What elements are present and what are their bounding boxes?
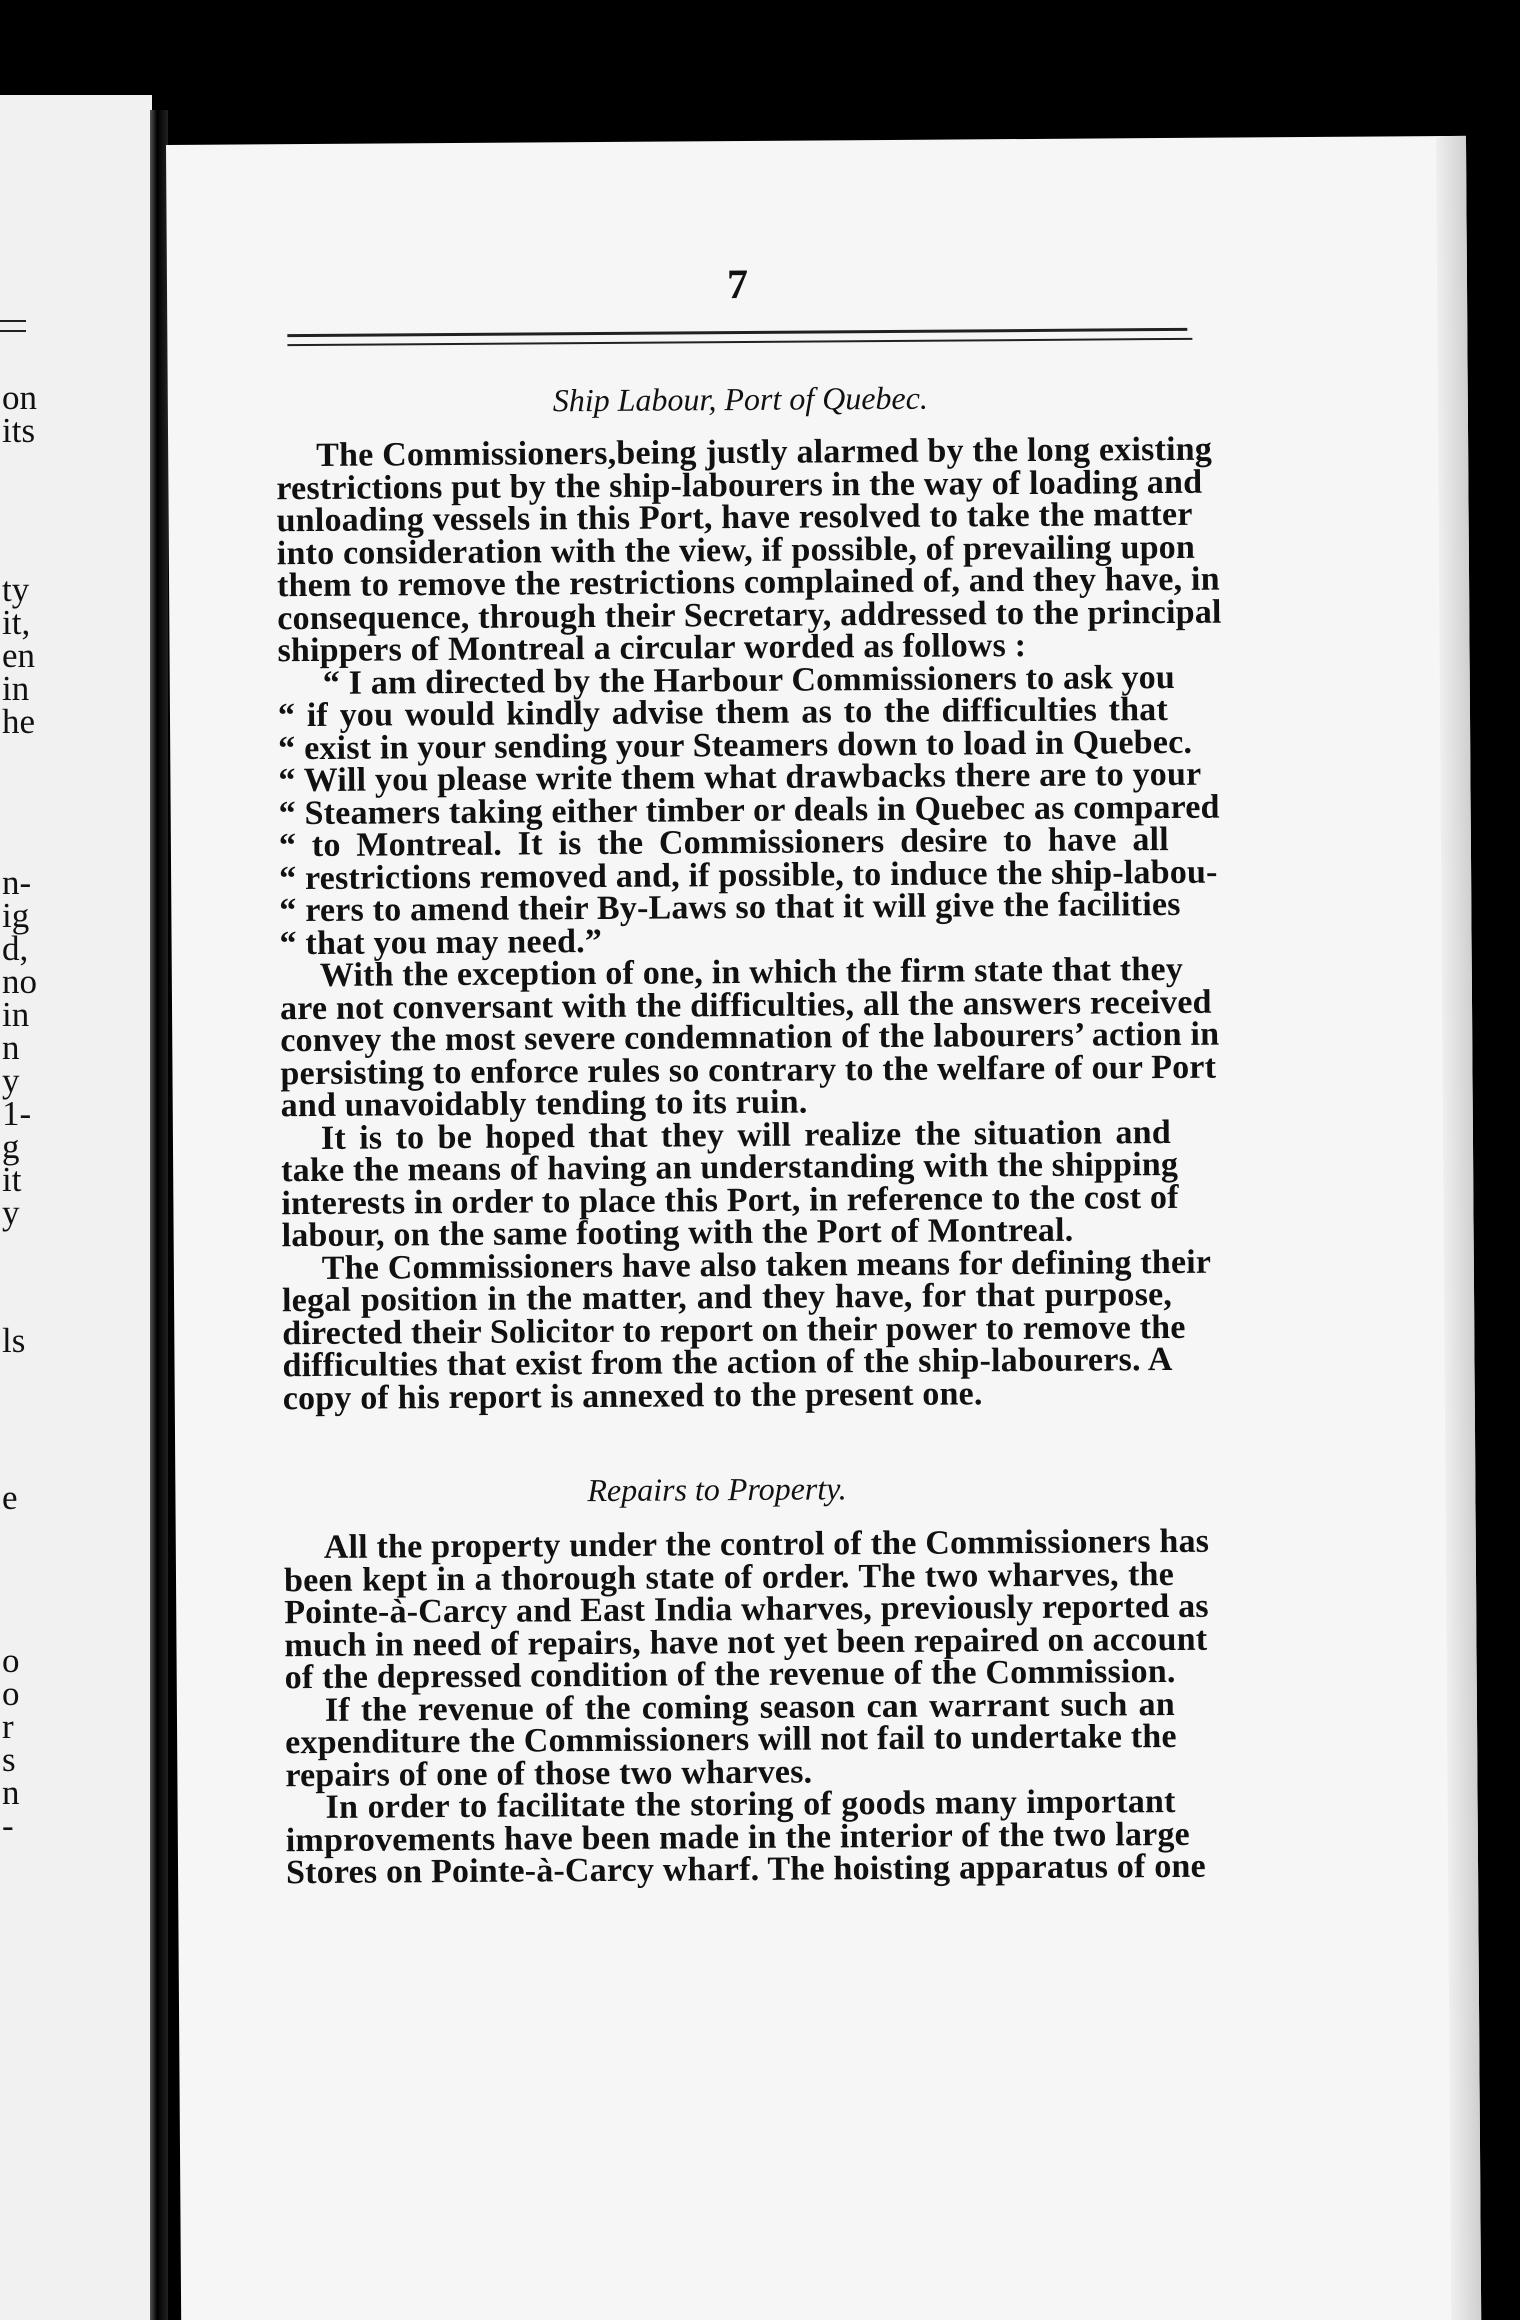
left-fragment: ls — [2, 1321, 26, 1360]
header-rule — [287, 338, 1192, 346]
text-line: and unavoidably tending to its ruin. — [280, 1083, 808, 1125]
left-fragment: d, — [2, 929, 29, 968]
text-line: Pointe-à-Carcy and East India wharves, previously reported as — [284, 1587, 1209, 1632]
text-line: take the means of having an understanding with the shipping — [281, 1145, 1179, 1190]
text-line: them to remove the restrictions complained of, and they have, in — [276, 560, 1220, 605]
text-line: In order to facilitate the storing of goods many important — [325, 1782, 1176, 1826]
book-gutter — [150, 110, 168, 2320]
text-line: legal position in the matter, and they have, for that purpose, — [281, 1276, 1173, 1320]
text-line: of the depressed condition of the revenue of the Commission. — [284, 1652, 1176, 1697]
left-fragment: o — [2, 1641, 20, 1680]
left-fragment: it — [2, 1160, 22, 1199]
text-line: With the exception of one, in which the firm state that they — [319, 950, 1184, 994]
text-line: restrictions put by the ship-labourers in the way of loading and — [276, 463, 1203, 507]
page-edge — [1436, 136, 1481, 2320]
left-fragment: g — [2, 1127, 20, 1166]
text-line: into consideration with the view, if possible, of prevailing upon — [276, 528, 1196, 572]
text-line: The Commissioners have also taken means for defining their — [321, 1243, 1212, 1287]
text-line: “ exist in your sending your Steamers down to load in Quebec. — [278, 723, 1193, 767]
text-line: The Commissioners,being justly alarmed by the long existing — [316, 430, 1213, 474]
left-fragment: r — [2, 1707, 14, 1746]
text-line: expenditure the Commissioners will not fail to undertake the — [285, 1717, 1177, 1762]
left-fragment: y — [2, 1193, 20, 1232]
left-fragment: 1- — [2, 1094, 32, 1133]
left-fragment: e — [2, 1478, 18, 1517]
text-line: “ Steamers taking either timber or deals in Quebec as compared — [278, 788, 1220, 832]
text-line: “ that you may need.” — [279, 922, 603, 962]
section-heading-ship-labour: Ship Labour, Port of Quebec. — [552, 379, 929, 419]
text-line: persisting to enforce rules so contrary to the welfare of our Port — [280, 1048, 1217, 1092]
left-fragment: on — [2, 378, 37, 417]
text-line: been kept in a thorough state of order. The two wharves, the — [283, 1555, 1175, 1599]
left-fragment: n — [2, 1773, 20, 1812]
left-fragment: in — [2, 669, 30, 708]
left-fragment: - — [2, 1806, 14, 1845]
header-rule — [287, 328, 1187, 337]
left-page-margin — [0, 95, 152, 2320]
text-line: shippers of Montreal a circular worded as follows : — [277, 627, 1027, 670]
text-line: interests in order to place this Port, in reference to the cost of — [281, 1178, 1179, 1222]
text-line: unloading vessels in this Port, have resolved to take the matter — [276, 495, 1193, 540]
section-body-ship-labour — [276, 430, 1222, 1417]
left-fragment: it, — [2, 603, 31, 642]
left-fragment: en — [2, 636, 36, 675]
left-fragment: ig — [2, 896, 30, 935]
text-line: repairs of one of those two wharves. — [285, 1753, 813, 1794]
left-fragment: ty — [2, 570, 30, 609]
left-fragment: no — [2, 962, 37, 1001]
text-line: “ restrictions removed and, if possible, to induce the ship-labou- — [278, 853, 1218, 897]
section-body-repairs — [283, 1522, 1210, 1892]
text-line: convey the most severe condemnation of the labourers’ action in — [280, 1015, 1220, 1060]
page-number: 7 — [726, 261, 749, 309]
text-line: “ rers to amend their By-Laws so that it will give the facilities — [279, 885, 1181, 930]
text-line: “ to Montreal. It is the Commissioners desire to have all — [278, 821, 1170, 865]
text-line: labour, on the same footing with the Port of Montreal. — [281, 1211, 1074, 1255]
text-line: are not conversant with the difficulties, all the answers received — [279, 983, 1212, 1027]
left-rule — [0, 320, 26, 322]
text-line: “ if you would kindly advise them as to the difficulties that — [277, 691, 1169, 735]
left-rule — [0, 330, 26, 332]
left-fragment: n- — [2, 863, 32, 902]
text-line: “ I am directed by the Harbour Commissioners to ask you — [322, 658, 1176, 702]
text-line: All the property under the control of the Commissioners has — [323, 1522, 1210, 1566]
text-line: If the revenue of the coming season can warrant such an — [324, 1685, 1176, 1729]
text-line: difficulties that exist from the action of the ship-labourers. A — [282, 1341, 1173, 1385]
left-fragment: o — [2, 1674, 20, 1713]
text-line: Stores on Pointe-à-Carcy wharf. The hoisting apparatus of one — [285, 1847, 1207, 1892]
left-fragment: he — [2, 702, 36, 741]
left-fragment: in — [2, 995, 30, 1034]
text-line: It is to be hoped that they will realize the situation and — [320, 1113, 1172, 1157]
left-fragment: y — [2, 1061, 20, 1100]
text-line: copy of his report is annexed to the present one. — [282, 1374, 983, 1417]
left-fragment: s — [2, 1740, 16, 1779]
main-page — [166, 136, 1481, 2320]
text-line: much in need of repairs, have not yet been repaired on account — [284, 1620, 1208, 1664]
section-heading-repairs: Repairs to Property. — [587, 1470, 847, 1509]
text-line: directed their Solicitor to report on their power to remove the — [282, 1308, 1186, 1352]
text-line: consequence, through their Secretary, addressed to the principal — [277, 593, 1222, 637]
text-line: improvements have been made in the interior of the two large — [285, 1815, 1191, 1859]
left-fragment: n — [2, 1028, 20, 1067]
text-line: “ Will you please write them what drawbacks there are to your — [278, 755, 1202, 800]
left-fragment: its — [2, 411, 36, 450]
